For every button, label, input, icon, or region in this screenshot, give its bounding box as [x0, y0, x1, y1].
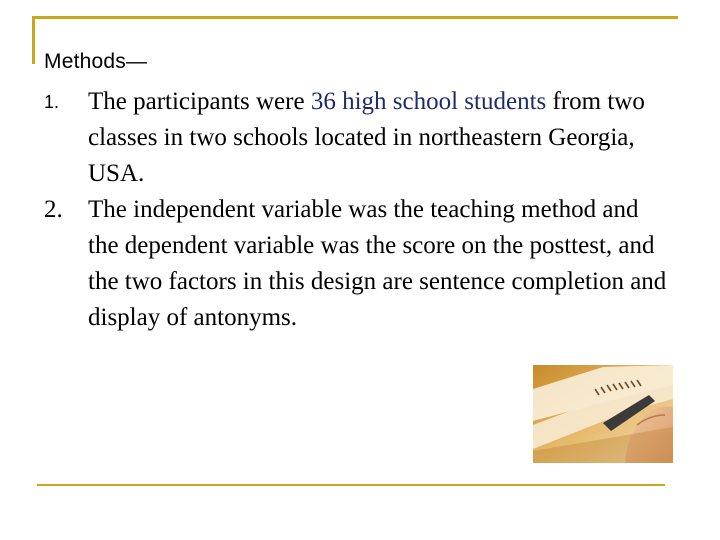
list-item-1: [44, 84, 674, 192]
slide-heading: Methods—: [44, 50, 148, 73]
methods-list: [44, 84, 674, 336]
list-number-1: 1.: [44, 92, 60, 112]
item-1-text-before: The participants were: [88, 88, 311, 115]
hand-writing-photo: [533, 365, 673, 463]
list-item-2: [44, 192, 674, 336]
list-number-2: 2.: [44, 196, 63, 223]
frame-left-rule: [32, 16, 35, 64]
frame-top-rule: [32, 16, 678, 19]
item-1-text-after: from two classes in two schools located in northeastern Georgia, USA.: [88, 88, 645, 187]
frame-bottom-rule: [37, 484, 665, 486]
item-1-highlight: 36 high school students: [310, 88, 547, 115]
item-2-text: The independent variable was the teaching method and the dependent variable was the score on the posttest, and the two factors in this design are sentence completion and display of antonyms.: [88, 196, 667, 331]
